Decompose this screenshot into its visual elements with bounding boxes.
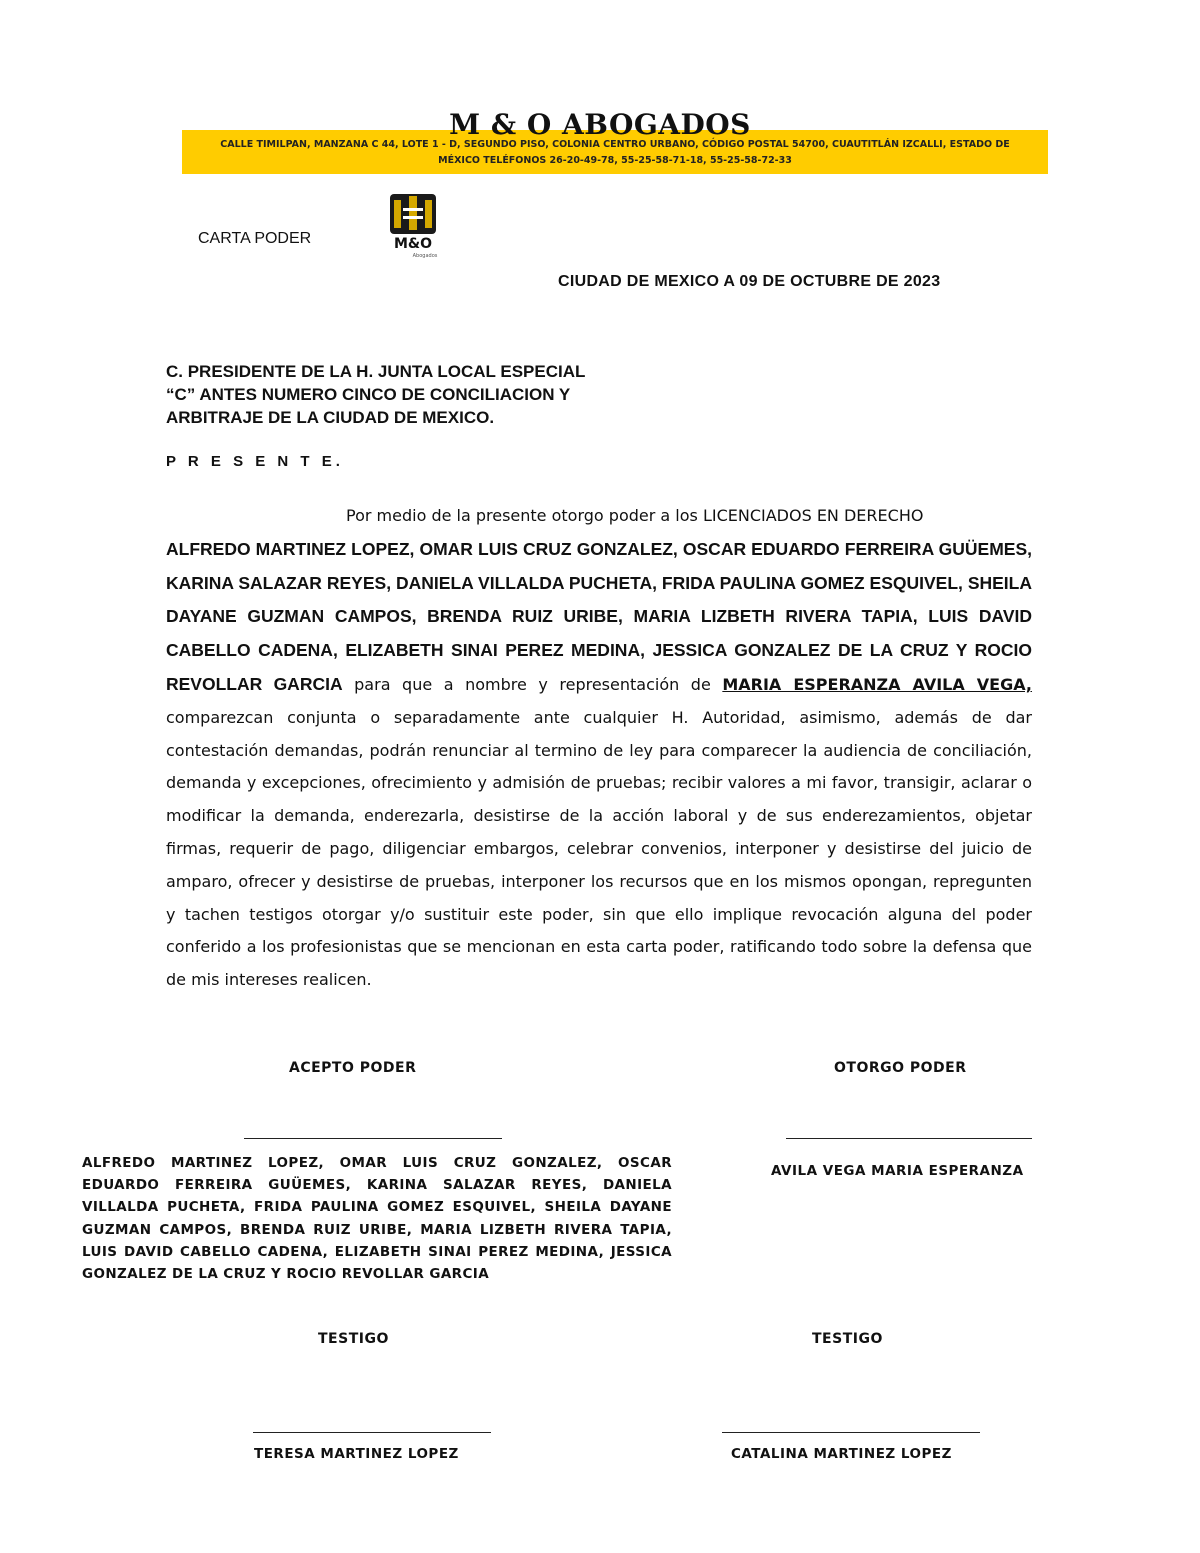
addressee-line: C. PRESIDENTE DE LA H. JUNTA LOCAL ESPECIAL <box>166 362 586 381</box>
witness-heading-left: TESTIGO <box>318 1331 389 1347</box>
lawyer-names: ALFREDO MARTINEZ LOPEZ, OMAR LUIS CRUZ GONZALEZ, OSCAR EDUARDO FERREIRA GUÜEMES, KARINA SALAZAR REYES, DANIELA VILLALDA PUCHETA, FRIDA PAULINA GOMEZ ESQUIVEL, SHEILA DAYANE GUZMAN CAMPOS, BRENDA RUIZ URIBE, MARIA LIZBETH RIVERA TAPIA, LUIS DAVID CABELLO CADENA, ELIZABETH SINAI PEREZ MEDINA, JESSICA GONZALEZ DE LA CRUZ Y ROCIO REVOLLAR GARCIA <box>166 538 1032 694</box>
logo-text: M&O <box>393 236 433 252</box>
logo-subtext: Abogados <box>412 253 438 259</box>
firm-address: CALLE TIMILPAN, MANZANA C 44, LOTE 1 - D, SEGUNDO PISO, COLONIA CENTRO URBANO, CÓDIGO POSTAL 54700, CUAUTITLÁN IZCALLI, ESTADO DE MÉXICO TELÉFONOS 26-20-49-78, 55-25-58-71-18, 55-25-58-72-33 <box>220 139 1010 166</box>
accept-signature-line <box>244 1138 502 1139</box>
witness-heading-right: TESTIGO <box>812 1331 883 1347</box>
witness-left-signature-line <box>253 1432 491 1433</box>
witness-right-signature-line <box>722 1432 980 1433</box>
addressee-line: ARBITRAJE DE LA CIUDAD DE MEXICO. <box>166 408 495 427</box>
witness-right-name: CATALINA MARTINEZ LOPEZ <box>731 1446 952 1462</box>
body-text-segment: para que a nombre y representación de <box>342 674 723 694</box>
grant-signer-name: AVILA VEGA MARIA ESPERANZA <box>771 1163 1024 1179</box>
client-name: MARIA ESPERANZA AVILA VEGA, <box>722 674 1032 694</box>
present-heading: P R E S E N T E. <box>166 453 344 470</box>
witness-left-name: TERESA MARTINEZ LOPEZ <box>254 1446 459 1462</box>
body-paragraph <box>166 500 1032 997</box>
firm-logo <box>385 190 451 260</box>
grant-signature-line <box>786 1138 1032 1139</box>
accept-power-heading: ACEPTO PODER <box>289 1060 417 1076</box>
firm-name: M & O ABOGADOS <box>449 108 751 141</box>
date-line: CIUDAD DE MEXICO A 09 DE OCTUBRE DE 2023 <box>558 273 941 290</box>
document-title: CARTA PODER <box>198 230 312 247</box>
grant-power-heading: OTORGO PODER <box>834 1060 967 1076</box>
addressee-block <box>166 360 726 429</box>
addressee-line: “C” ANTES NUMERO CINCO DE CONCILIACION Y <box>166 385 571 404</box>
body-text-segment: comparezcan conjunta o separadamente ante cualquier H. Autoridad, asimismo, además de dar contestación demandas, podrán renunciar al termino de ley para comparecer la audiencia de conciliación, demanda y excepciones, ofrecimiento y admisión de pruebas; recibir valores a mi favor, transigir, aclarar o modificar la demanda, enderezarla, desistirse de la acción laboral y de sus enderezamientos, objetar firmas, requerir de pago, diligenciar embargos, celebrar convenios, interponer y desistirse del juicio de amparo, ofrecer y desistirse de pruebas, interponer los recursos que en los mismos opongan, repregunten y tachen testigos otorgar y/o sustituir este poder, sin que ello implique revocación alguna del poder conferido a los profesionistas que se mencionan en esta carta poder, ratificando todo sobre la defensa que de mis intereses realicen. <box>166 707 1032 990</box>
accept-signers-names: ALFREDO MARTINEZ LOPEZ, OMAR LUIS CRUZ GONZALEZ, OSCAR EDUARDO FERREIRA GUÜEMES, KARINA SALAZAR REYES, DANIELA VILLALDA PUCHETA, FRIDA PAULINA GOMEZ ESQUIVEL, SHEILA DAYANE GUZMAN CAMPOS, BRENDA RUIZ URIBE, MARIA LIZBETH RIVERA TAPIA, LUIS DAVID CABELLO CADENA, ELIZABETH SINAI PEREZ MEDINA, JESSICA GONZALEZ DE LA CRUZ Y ROCIO REVOLLAR GARCIA <box>82 1155 672 1283</box>
body-intro: Por medio de la presente otorgo poder a los LICENCIADOS EN DERECHO <box>346 506 924 525</box>
